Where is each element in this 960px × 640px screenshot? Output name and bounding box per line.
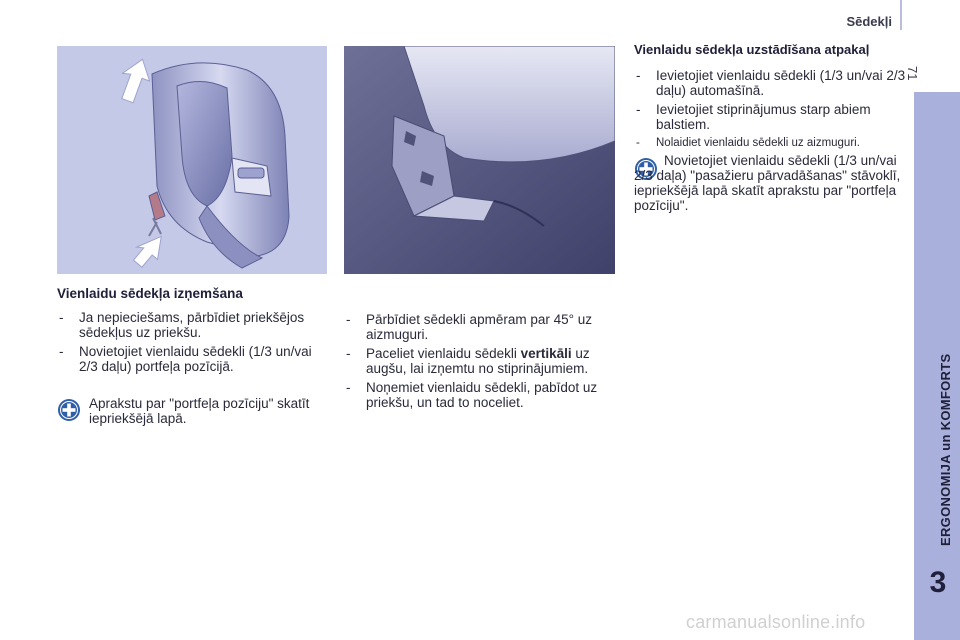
seat-anchorage-drawing <box>344 46 615 274</box>
header-divider <box>900 0 902 30</box>
install-note: Novietojiet vienlaidu sēdekli (1/3 un/vai 2/3 daļa) "pasažieru pārvadāšanas" stāvoklī, iepriekšējā lapā skatīt aprakstu par "portfeļa pozīciju". <box>634 153 901 213</box>
watermark: carmanualsonline.info <box>686 612 866 632</box>
seat-folded-drawing <box>57 46 327 274</box>
removal-heading: Vienlaidu sēdekļa izņemšana <box>57 286 243 301</box>
removal-steps-list <box>57 310 327 378</box>
chapter-side-label: ERGONOMIJA un KOMFORTS <box>938 353 953 546</box>
page-number: 71 <box>905 66 920 81</box>
info-plus-icon <box>57 398 81 422</box>
removal-step-2: - Novietojiet vienlaidu sēdekli (1/3 un/vai 2/3 daļu) portfeļa pozīcijā. <box>57 344 327 374</box>
seat-folded-illustration <box>57 46 327 274</box>
removal-step-4-bold: vertikāli <box>520 346 572 361</box>
page-header-title: Sēdekļi <box>846 14 892 29</box>
removal-step-4-pre: Paceliet vienlaidu sēdekli <box>366 346 521 361</box>
seat-anchorage-illustration <box>344 46 615 274</box>
removal-step-4 <box>344 346 616 376</box>
install-heading: Vienlaidu sēdekļa uzstādīšana atpakaļ <box>634 42 870 57</box>
install-step-3: - Nolaidiet vienlaidu sēdekli uz aizmuguri. <box>634 136 906 151</box>
chapter-number: 3 <box>929 566 947 599</box>
removal-step-4-post: uz augšu, lai izņemtu no stiprinājumiem. <box>366 346 590 376</box>
install-step-2: - Ievietojiet stiprinājumus starp abiem balstiem. <box>634 102 906 132</box>
removal-steps-list-continued <box>344 312 616 414</box>
removal-step-3: - Pārbīdiet sēdekli apmēram par 45° uz aizmuguri. <box>344 312 616 342</box>
install-steps-list <box>634 68 906 155</box>
removal-note: Aprakstu par "portfeļa pozīciju" skatīt iepriekšējā lapā. <box>89 396 310 426</box>
install-step-1: - Ievietojiet vienlaidu sēdekli (1/3 un/vai 2/3 daļu) automašīnā. <box>634 68 906 98</box>
removal-step-1: - Ja nepieciešams, pārbīdiet priekšējos sēdekļus uz priekšu. <box>57 310 327 340</box>
removal-step-5: - Noņemiet vienlaidu sēdekli, pabīdot uz priekšu, un tad to noceliet. <box>344 380 616 410</box>
chapter-side-tab <box>914 92 960 640</box>
